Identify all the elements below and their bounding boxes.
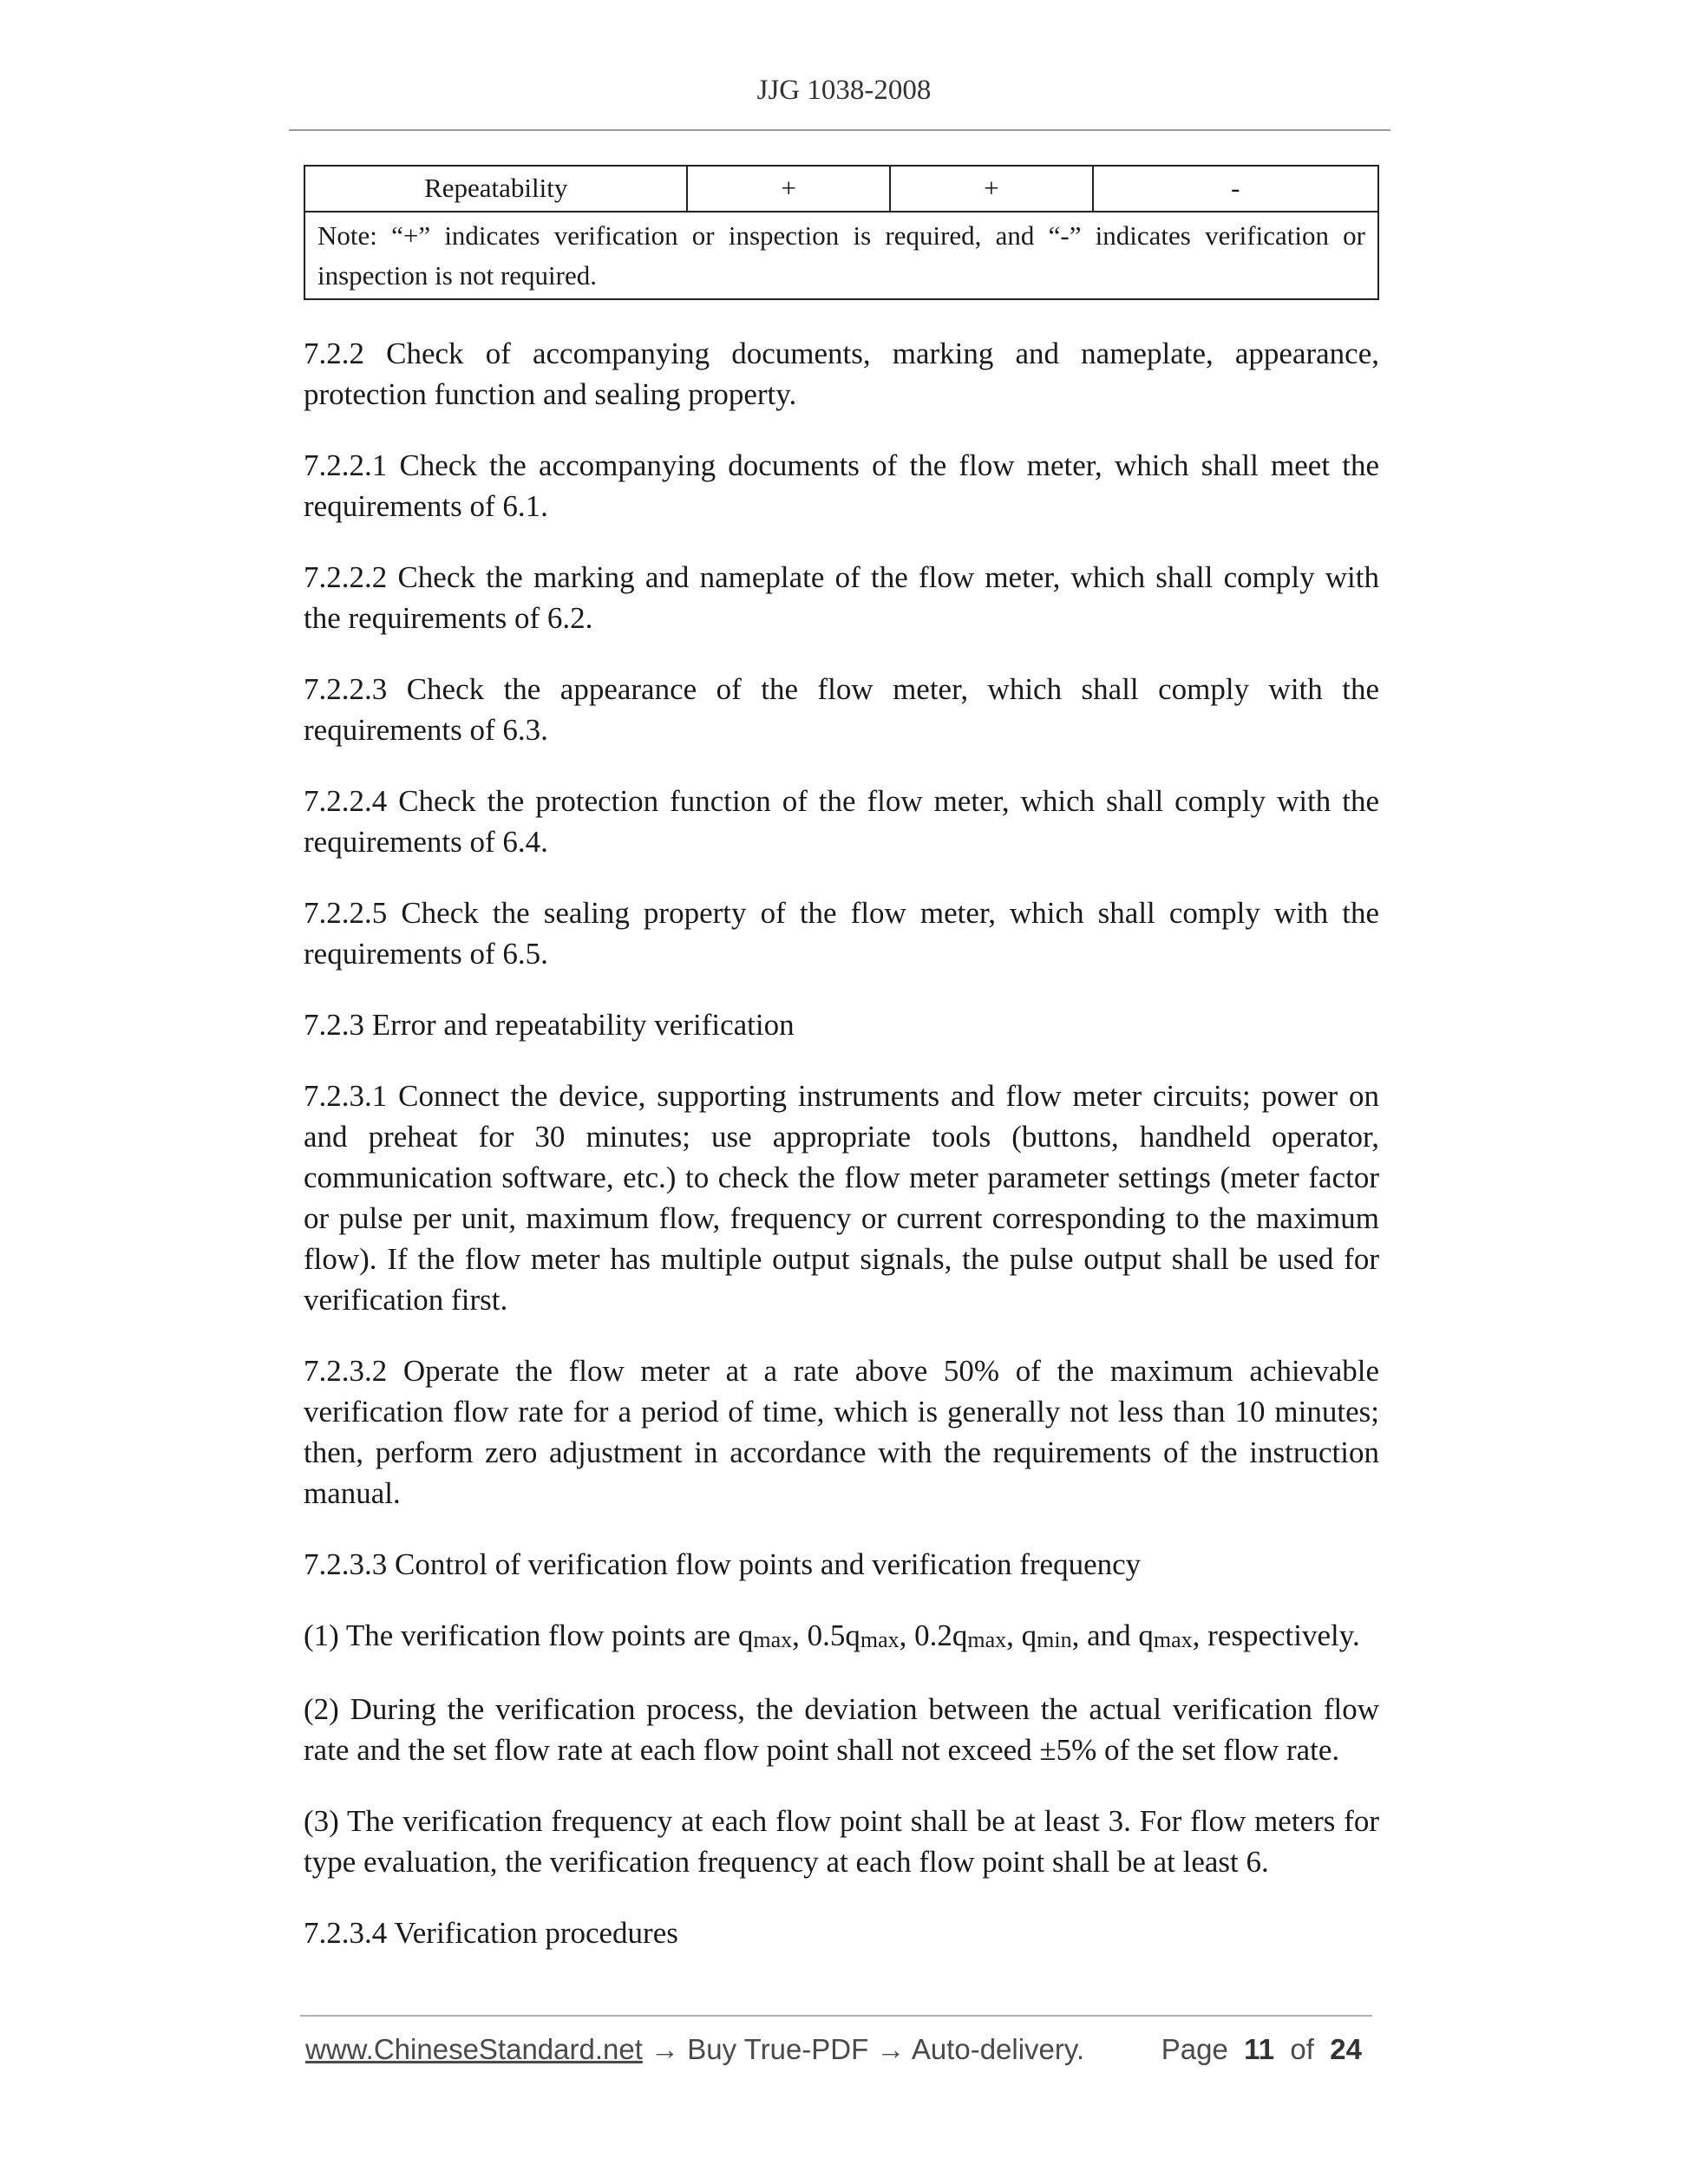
section-7-2-3: 7.2.3 Error and repeatability verification [304, 1007, 795, 1042]
page-footer [305, 2033, 1372, 2075]
table-cell-item: Repeatability [304, 166, 687, 212]
current-page: 11 [1244, 2033, 1275, 2065]
section-7-2-3-2: 7.2.3.2 Operate the flow meter at a rate above 50% of the maximum achievable verification flow rate for a period of time, which is generally not less than 10 minutes; then, perform zero adjustment in accordance with the requirements of the instruction manual. [304, 1353, 1379, 1510]
section-7-2-2-3: 7.2.2.3 Check the appearance of the flow meter, which shall comply with the requirements of 6.3. [304, 671, 1379, 747]
table-cell-col1: + [687, 166, 890, 212]
section-7-2-2-1: 7.2.2.1 Check the accompanying documents of the flow meter, which shall meet the requirements of 6.1. [304, 448, 1379, 523]
page-content [304, 165, 1379, 1953]
section-7-2-3-1: 7.2.3.1 Connect the device, supporting instruments and flow meter circuits; power on and preheat for 30 minutes; use appropriate tools (buttons, handheld operator, communication software, etc.) to check the flow meter parameter settings (meter factor or pulse per unit, maximum flow, frequency or current corresponding to the maximum flow). If the flow meter has multiple output signals, the pulse output shall be used for verification first. [304, 1078, 1379, 1317]
verification-table [304, 165, 1379, 300]
section-7-2-2-2: 7.2.2.2 Check the marking and nameplate of the flow meter, which shall comply with the requirements of 6.2. [304, 559, 1379, 635]
table-cell-col2: + [890, 166, 1093, 212]
promo-text: → Buy True-PDF → Auto-delivery. [642, 2033, 1085, 2065]
table-note: Note: “+” indicates verification or inspection is required, and “-” indicates verification or inspection is not required. [304, 212, 1378, 299]
section-7-2-2: 7.2.2 Check of accompanying documents, marking and nameplate, appearance, protection function and sealing property. [304, 336, 1379, 411]
header-divider [289, 129, 1390, 131]
table-note-row [304, 212, 1378, 299]
page-header: JJG 1038-2008 [756, 75, 932, 106]
footer-divider [300, 2015, 1372, 2017]
table-cell-col3: - [1093, 166, 1378, 212]
list-item-frequency: (3) The verification frequency at each flow point shall be at least 3. For flow meters for type evaluation, the verification frequency at each flow point shall be at least 6. [304, 1803, 1379, 1879]
list-item-flow-points: (1) The verification flow points are $q_{max}$, $0.5q_{max}$, $0.2q_{max}$, $q_{min}$, and $q_{max}$, respectively. [304, 1618, 1360, 1652]
section-7-2-3-4: 7.2.3.4 Verification procedures [304, 1915, 678, 1950]
section-7-2-2-4: 7.2.2.4 Check the protection function of the flow meter, which shall comply with the requirements of 6.4. [304, 783, 1379, 859]
site-link[interactable]: www.ChineseStandard.net [305, 2033, 643, 2065]
section-7-2-2-5: 7.2.2.5 Check the sealing property of the flow meter, which shall comply with the requirements of 6.5. [304, 895, 1379, 971]
list-item-deviation: (2) During the verification process, the deviation between the actual verification flow rate and the set flow rate at each flow point shall not exceed ±5% of the set flow rate. [304, 1691, 1379, 1767]
table-row [304, 166, 1378, 212]
footer-promo [305, 2033, 1084, 2066]
page-indicator: Page 11 of 24 [1161, 2033, 1362, 2065]
total-pages: 24 [1330, 2033, 1362, 2065]
section-7-2-3-3: 7.2.3.3 Control of verification flow points and verification frequency [304, 1546, 1142, 1581]
